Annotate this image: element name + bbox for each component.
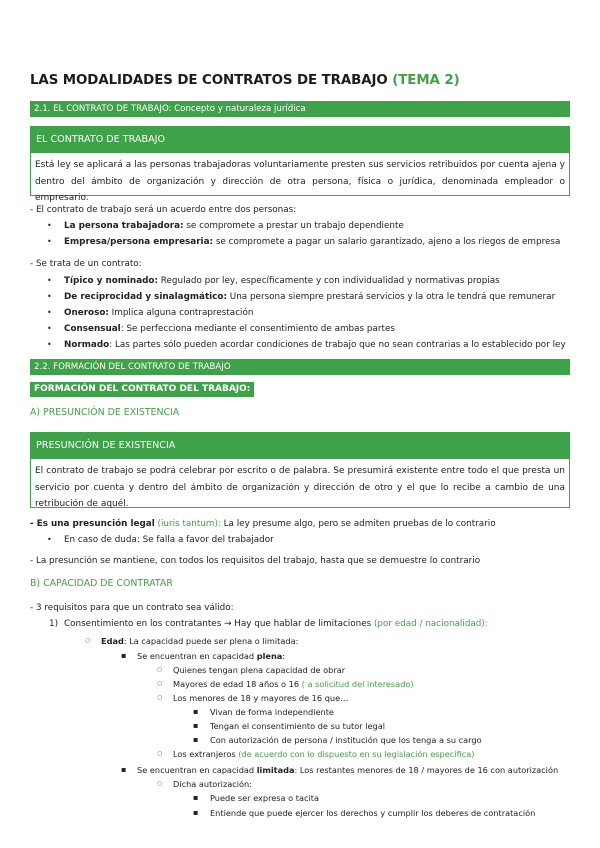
circle-bullet-icon: ○ <box>157 694 163 701</box>
autorizacion-item: Dicha autorización: <box>173 779 253 789</box>
square-bullet-icon: ▪ <box>193 721 199 730</box>
duda-item: En caso de duda: Se falla a favor del trabajador <box>64 535 274 545</box>
autorizacion-subitem: Puede ser expresa o tacita <box>210 793 320 803</box>
circle-bullet-icon: ○ <box>157 750 163 757</box>
presuncion-mantiene: - La presunción se mantiene, con todos los requisitos del trabajo, hasta que se demuestre lo contrario <box>30 556 481 566</box>
presuncion-legal: - Es una presunción legal (iuris tantum): La ley presume algo, pero se admiten pruebas de lo contrario <box>30 519 496 529</box>
caracter-item: Oneroso: Implica alguna contraprestación <box>64 308 254 318</box>
caracter-item: Normado: Las partes sólo pueden acordar condiciones de trabajo que no sean contrarias a lo establecido por ley <box>64 340 566 350</box>
bullet-icon: • <box>47 221 52 230</box>
extranjeros-item: Los extranjeros (de acuerdo con lo dispuesto en su legislación específica) <box>173 749 475 759</box>
circle-bullet-icon: ○ <box>157 666 163 673</box>
trata-intro: - Se trata de un contrato: <box>30 259 142 269</box>
caracter-item: Típico y nominado: Regulado por ley, específicamente y con individualidad y normativas propias <box>64 276 500 286</box>
page-title: LAS MODALIDADES DE CONTRATOS DE TRABAJO (TEMA 2) <box>30 73 460 88</box>
square-bullet-icon: ▪ <box>193 808 199 817</box>
section-bar-2-2: 2.2. FORMACIÓN DEL CONTRATO DE TRABAJO <box>30 359 570 375</box>
menores-item: Vivan de forma independiente <box>210 707 334 717</box>
box-text: El contrato de trabajo se podrá celebrar por escrito o de palabra. Se presumirá existente entre todo el que presta un servicio por cuenta y dentro del ámbito de organización y dirección de otro y el que lo recibe a cambio de una retribución de aquél. <box>35 466 565 509</box>
contrato-trabajo-box <box>30 126 570 203</box>
requisito-1: Consentimiento en los contratantes → Hay que hablar de limitaciones (por edad / nacionalidad): <box>64 619 488 629</box>
plena-subitem: Quienes tengan plena capacidad de obrar <box>173 665 346 675</box>
persona-item: La persona trabajadora: se compromete a prestar un trabajo dependiente <box>64 221 404 231</box>
edad-item: Edad: La capacidad puede ser plena o limitada: <box>101 636 299 646</box>
plena-subitem: Mayores de edad 18 años o 16 ( a solicitud del interesado) <box>173 679 414 689</box>
caracter-item: Consensual: Se perfecciona mediante el consentimiento de ambas partes <box>64 324 395 334</box>
subheading-presuncion: A) PRESUNCIÓN DE EXISTENCIA <box>30 407 180 418</box>
menores-item: Con autorización de persona / institución que los tenga a su cargo <box>210 735 482 745</box>
caracter-item: De reciprocidad y sinalagmático: Una persona siempre prestará servicios y la otra le tendrá que remunerar <box>64 292 556 302</box>
formacion-tag: FORMACIÓN DEL CONTRATO DEL TRABAJO: <box>30 382 254 397</box>
box-heading: EL CONTRATO DE TRABAJO <box>31 127 569 153</box>
req-number: 1) <box>49 619 59 629</box>
menores-item: Tengan el consentimiento de su tutor legal <box>210 721 386 731</box>
square-bullet-icon: ▪ <box>193 735 199 744</box>
requisitos-intro: - 3 requisitos para que un contrato sea válido: <box>30 603 234 613</box>
bullet-icon: • <box>47 292 52 301</box>
bullet-icon: • <box>47 324 52 333</box>
subheading-capacidad: B) CAPACIDAD DE CONTRATAR <box>30 578 173 589</box>
autorizacion-subitem: Entiende que puede ejercer los derechos y cumplir los deberes de contratación <box>210 808 536 818</box>
circle-bullet-icon: ○ <box>157 680 163 687</box>
title-accent: (TEMA 2) <box>392 73 460 88</box>
box-text: Está ley se aplicará a las personas trabajadoras voluntariamente presten sus servicios retribuidos por cuenta ajena y dentro del ámbito de organización y dirección de otra persona, física o jurídica, denominada empleador o empresario. <box>35 160 565 203</box>
circle-bullet-icon: ○ <box>85 637 91 644</box>
square-bullet-icon: ▪ <box>193 707 199 716</box>
bullet-icon: • <box>47 237 52 246</box>
acuerdo-intro: - El contrato de trabajo será un acuerdo entre dos personas: <box>30 205 297 215</box>
section-bar-2-1: 2.1. EL CONTRATO DE TRABAJO: Concepto y naturaleza jurídica <box>30 101 570 117</box>
plena-item: Se encuentran en capacidad plena: <box>137 651 286 661</box>
bullet-icon: • <box>47 340 52 349</box>
presuncion-box <box>30 432 570 508</box>
bullet-icon: • <box>47 276 52 285</box>
persona-item: Empresa/persona empresaria: se compromete a pagar un salario garantizado, ajeno a los riegos de empresa <box>64 237 561 247</box>
plena-subitem: Los menores de 18 y mayores de 16 que… <box>173 693 349 703</box>
limitada-item: Se encuentran en capacidad limitada: Los restantes menores de 18 / mayores de 16 con autorización <box>137 765 559 775</box>
circle-bullet-icon: ○ <box>157 780 163 787</box>
bullet-icon: • <box>47 535 52 544</box>
square-bullet-icon: ▪ <box>193 793 199 802</box>
box-heading: PRESUNCIÓN DE EXISTENCIA <box>31 433 569 459</box>
square-bullet-icon: ▪ <box>121 765 127 774</box>
bullet-icon: • <box>47 308 52 317</box>
square-bullet-icon: ▪ <box>121 651 127 660</box>
